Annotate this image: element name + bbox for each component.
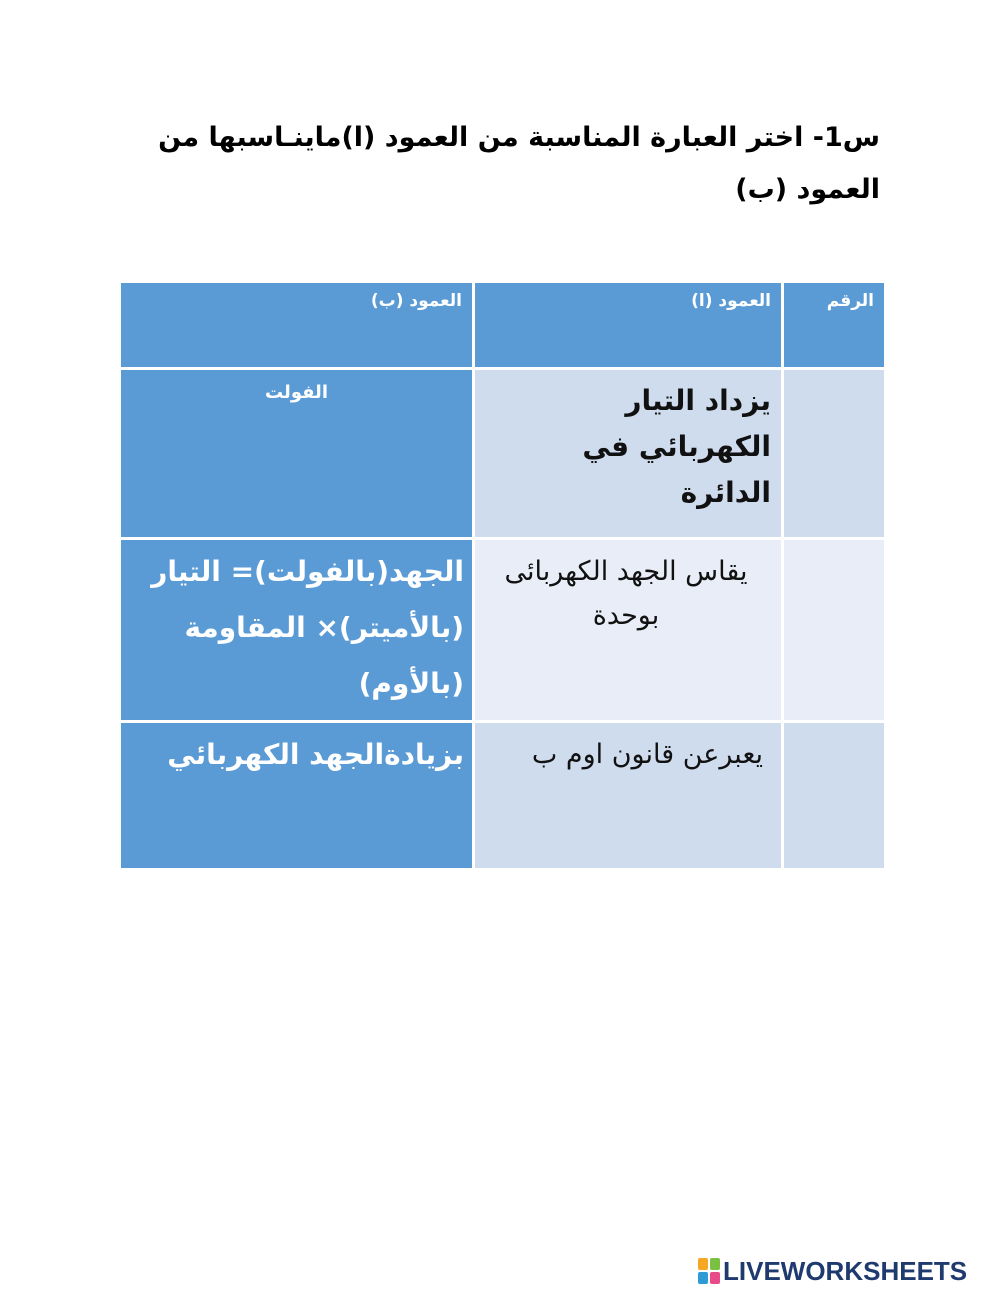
matching-table bbox=[118, 280, 887, 871]
row-3-column-b-cell bbox=[120, 722, 474, 870]
header-column-b: العمود (ب) bbox=[370, 291, 462, 311]
row-2-column-a: يقاس الجهد الكهربائى بوحدة bbox=[504, 556, 748, 631]
row-2-number-cell[interactable] bbox=[783, 539, 886, 722]
liveworksheets-logo-text: LIVEWORKSHEETS bbox=[723, 1255, 968, 1286]
table-header-row bbox=[120, 282, 886, 369]
header-column-b-cell bbox=[120, 282, 474, 369]
question-text: س1- اختر العبارة المناسبة من العمود (ا)ماينـاسبها من العمود (ب) bbox=[158, 122, 880, 205]
liveworksheets-logo-icon bbox=[698, 1258, 720, 1284]
header-number: الرقم bbox=[826, 291, 874, 311]
table-row bbox=[120, 539, 886, 722]
row-3-column-b: بزيادةالجهد الكهربائي bbox=[167, 738, 464, 771]
row-1-column-a-cell bbox=[474, 369, 783, 539]
row-2-column-a-cell bbox=[474, 539, 783, 722]
header-column-a-cell bbox=[474, 282, 783, 369]
row-1-column-b-cell bbox=[120, 369, 474, 539]
header-number-cell bbox=[783, 282, 886, 369]
row-3-number-cell[interactable] bbox=[783, 722, 886, 870]
row-2-column-b: الجهد(بالفولت)= التيار (بالأميتر)× المقاومة (بالأوم) bbox=[151, 555, 464, 700]
row-1-column-b: الفولت bbox=[265, 382, 328, 403]
row-1-number-cell[interactable] bbox=[783, 369, 886, 539]
table-row bbox=[120, 369, 886, 539]
table-row bbox=[120, 722, 886, 870]
row-3-column-a-cell bbox=[474, 722, 783, 870]
row-3-column-a: يعبرعن قانون اوم ب bbox=[531, 739, 763, 770]
liveworksheets-logo bbox=[698, 1256, 967, 1286]
row-1-column-a: يزداد التيار الكهربائي في الدائرة bbox=[582, 384, 771, 509]
row-2-column-b-cell bbox=[120, 539, 474, 722]
header-column-a: العمود (ا) bbox=[691, 291, 771, 311]
